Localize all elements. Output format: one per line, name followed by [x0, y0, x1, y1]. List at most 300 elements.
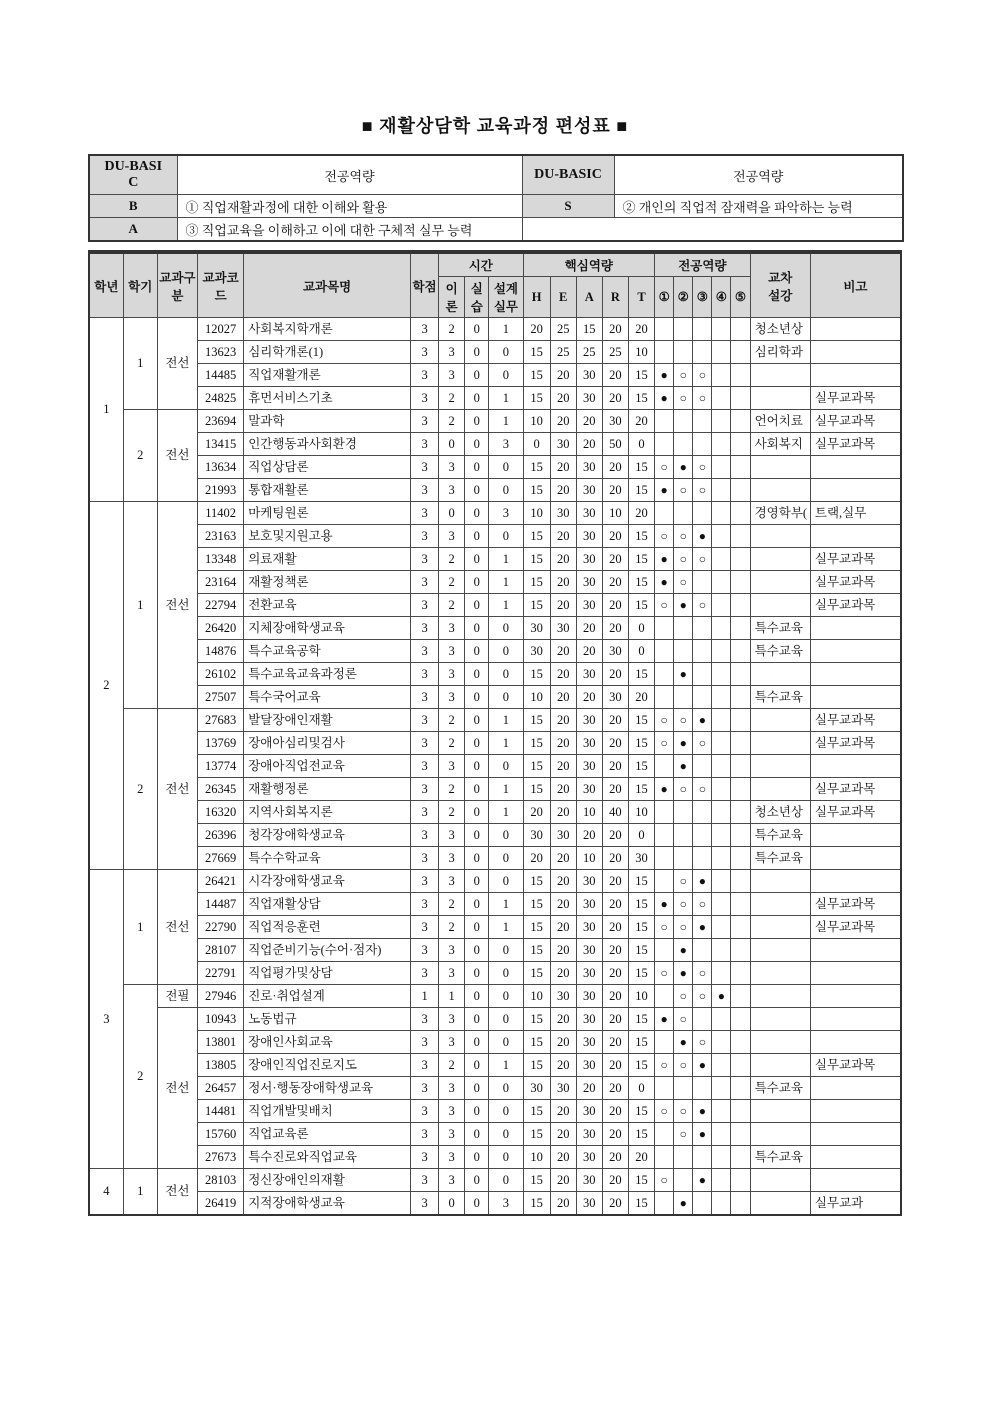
- cell-major-5: [731, 1123, 750, 1146]
- cell-core-e: 20: [550, 1146, 576, 1169]
- cell-credit: 3: [411, 663, 439, 686]
- cell-core-a: 30: [576, 916, 602, 939]
- cell-major-2: ○: [674, 985, 693, 1008]
- cell-major-3: ○: [693, 1031, 712, 1054]
- cell-major-3: [693, 939, 712, 962]
- cell-credit: 3: [411, 1008, 439, 1031]
- cell-note: 트랙,실무: [810, 502, 901, 525]
- cell-major-1: [655, 1146, 674, 1169]
- cell-cross-listing: [750, 525, 810, 548]
- cell-major-4: [712, 778, 731, 801]
- cell-major-2: [674, 1077, 693, 1100]
- cell-major-4: [712, 502, 731, 525]
- cell-core-t: 15: [628, 1054, 654, 1077]
- cell-major-2: ○: [674, 364, 693, 387]
- cell-hours-practice: 0: [465, 1054, 489, 1077]
- cell-core-t: 15: [628, 916, 654, 939]
- cell-major-1: [655, 1192, 674, 1216]
- cell-note: [810, 341, 901, 364]
- cell-course-name: 특수교육교육과정론: [244, 663, 411, 686]
- cell-cross-listing: [750, 364, 810, 387]
- cell-hours-practice: 0: [465, 640, 489, 663]
- header-a: A: [576, 277, 602, 318]
- cell-core-a: 30: [576, 778, 602, 801]
- cell-major-2: ●: [674, 962, 693, 985]
- cell-major-5: [731, 433, 750, 456]
- header-major-1: ①: [655, 277, 674, 318]
- cell-major-2: [674, 686, 693, 709]
- cell-major-2: ○: [674, 479, 693, 502]
- cell-core-h: 30: [523, 640, 550, 663]
- cell-major-5: [731, 1008, 750, 1031]
- cell-core-r: 20: [602, 387, 628, 410]
- cell-credit: 3: [411, 456, 439, 479]
- table-row: [89, 847, 901, 870]
- cell-major-3: ○: [693, 364, 712, 387]
- cell-hours-design: 1: [489, 594, 523, 617]
- cell-core-h: 15: [523, 939, 550, 962]
- cell-major-1: ○: [655, 962, 674, 985]
- cell-core-r: 20: [602, 1031, 628, 1054]
- cell-course-name: 직업준비기능(수어·점자): [244, 939, 411, 962]
- cell-major-4: [712, 571, 731, 594]
- cell-major-5: [731, 341, 750, 364]
- cell-core-e: 20: [550, 525, 576, 548]
- cell-course-code: 26419: [198, 1192, 244, 1216]
- cell-hours-practice: 0: [465, 1146, 489, 1169]
- cell-core-h: 10: [523, 410, 550, 433]
- cell-major-2: [674, 1169, 693, 1192]
- table-row: [89, 939, 901, 962]
- du-basic-row-a: [89, 218, 903, 242]
- cell-core-a: 30: [576, 1100, 602, 1123]
- table-row: [89, 341, 901, 364]
- table-row: [89, 594, 901, 617]
- cell-cross-listing: [750, 1169, 810, 1192]
- cell-credit: 3: [411, 801, 439, 824]
- cell-hours-practice: 0: [465, 755, 489, 778]
- cell-note: [810, 1008, 901, 1031]
- cell-credit: 1: [411, 985, 439, 1008]
- cell-course-name: 정신장애인의재활: [244, 1169, 411, 1192]
- cell-core-r: 20: [602, 893, 628, 916]
- curriculum-table-header: [89, 252, 901, 318]
- cell-hours-design: 0: [489, 1008, 523, 1031]
- table-row: [89, 1123, 901, 1146]
- cell-credit: 3: [411, 525, 439, 548]
- cell-course-name: 장애인직업진로지도: [244, 1054, 411, 1077]
- cell-core-r: 20: [602, 870, 628, 893]
- cell-major-5: [731, 1192, 750, 1216]
- header-r: R: [602, 277, 628, 318]
- cell-core-a: 20: [576, 824, 602, 847]
- cell-hours-design: 1: [489, 778, 523, 801]
- cell-major-3: [693, 755, 712, 778]
- cell-credit: 3: [411, 939, 439, 962]
- cell-hours-practice: 0: [465, 801, 489, 824]
- cell-hours-design: 1: [489, 893, 523, 916]
- cell-major-5: [731, 1100, 750, 1123]
- cell-major-5: [731, 1169, 750, 1192]
- cell-major-3: [693, 617, 712, 640]
- cell-core-t: 0: [628, 617, 654, 640]
- cell-major-4: [712, 1031, 731, 1054]
- cell-semester: 2: [123, 410, 157, 502]
- cell-hours-design: 0: [489, 456, 523, 479]
- cell-core-t: 20: [628, 1146, 654, 1169]
- cell-major-1: [655, 801, 674, 824]
- cell-hours-design: 1: [489, 1054, 523, 1077]
- cell-hours-theory: 3: [439, 525, 465, 548]
- cell-course-name: 지체장애학생교육: [244, 617, 411, 640]
- cell-course-name: 재활정책론: [244, 571, 411, 594]
- cell-major-2: ○: [674, 548, 693, 571]
- cell-major-3: [693, 847, 712, 870]
- cell-hours-theory: 3: [439, 1123, 465, 1146]
- cell-core-t: 20: [628, 686, 654, 709]
- table-row: [89, 870, 901, 893]
- cell-semester: 2: [123, 709, 157, 870]
- cell-core-t: 0: [628, 1077, 654, 1100]
- header-theory: 이론: [439, 277, 465, 318]
- cell-core-e: 20: [550, 640, 576, 663]
- cell-note: [810, 870, 901, 893]
- table-row: [89, 801, 901, 824]
- cell-core-e: 20: [550, 479, 576, 502]
- cell-course-name: 시각장애학생교육: [244, 870, 411, 893]
- cell-major-4: [712, 479, 731, 502]
- cell-core-e: 25: [550, 318, 576, 341]
- table-row: [89, 1054, 901, 1077]
- cell-note: [810, 962, 901, 985]
- cell-course-name: 직업재활개론: [244, 364, 411, 387]
- cell-core-a: 25: [576, 341, 602, 364]
- cell-note: [810, 364, 901, 387]
- cell-hours-theory: 3: [439, 640, 465, 663]
- cell-course-name: 직업교육론: [244, 1123, 411, 1146]
- cell-core-t: 15: [628, 893, 654, 916]
- cell-hours-theory: 3: [439, 1169, 465, 1192]
- cell-core-r: 20: [602, 456, 628, 479]
- cell-major-1: ○: [655, 1100, 674, 1123]
- cell-hours-design: 0: [489, 1169, 523, 1192]
- cell-major-3: ○: [693, 479, 712, 502]
- cell-core-a: 30: [576, 1123, 602, 1146]
- cell-hours-practice: 0: [465, 548, 489, 571]
- cell-hours-practice: 0: [465, 939, 489, 962]
- cell-core-a: 20: [576, 1077, 602, 1100]
- cell-core-r: 20: [602, 571, 628, 594]
- cell-core-t: 0: [628, 433, 654, 456]
- cell-hours-theory: 2: [439, 916, 465, 939]
- cell-major-1: [655, 755, 674, 778]
- cell-core-h: 10: [523, 502, 550, 525]
- cell-course-name: 특수진로와직업교육: [244, 1146, 411, 1169]
- cell-hours-theory: 2: [439, 410, 465, 433]
- cell-core-e: 25: [550, 341, 576, 364]
- header-credit: 학점: [411, 252, 439, 318]
- cell-major-1: ●: [655, 548, 674, 571]
- cell-note: 실무교과목: [810, 433, 901, 456]
- cell-major-1: ●: [655, 1008, 674, 1031]
- cell-course-name: 인간행동과사회환경: [244, 433, 411, 456]
- header-category: 교과구분: [157, 252, 197, 318]
- cell-course-code: 21993: [198, 479, 244, 502]
- cell-core-h: 15: [523, 778, 550, 801]
- cell-hours-theory: 3: [439, 824, 465, 847]
- cell-course-code: 14487: [198, 893, 244, 916]
- header-note: 비고: [810, 252, 901, 318]
- cell-hours-theory: 3: [439, 663, 465, 686]
- cell-cross-listing: [750, 1123, 810, 1146]
- cell-major-3: ○: [693, 594, 712, 617]
- cell-core-t: 15: [628, 870, 654, 893]
- cell-semester: 1: [123, 318, 157, 410]
- cell-major-4: [712, 801, 731, 824]
- cell-credit: 3: [411, 847, 439, 870]
- cell-core-e: 20: [550, 1192, 576, 1216]
- cell-major-1: [655, 686, 674, 709]
- cell-hours-practice: 0: [465, 594, 489, 617]
- cell-major-2: [674, 640, 693, 663]
- cell-credit: 3: [411, 893, 439, 916]
- cell-core-h: 30: [523, 824, 550, 847]
- cell-category: 전선: [157, 709, 197, 870]
- cell-course-code: 22791: [198, 962, 244, 985]
- cell-core-h: 15: [523, 1169, 550, 1192]
- table-row: [89, 824, 901, 847]
- cell-hours-design: 1: [489, 318, 523, 341]
- cell-credit: 3: [411, 1054, 439, 1077]
- cell-core-h: 15: [523, 571, 550, 594]
- cell-cross-listing: 사회복지: [750, 433, 810, 456]
- cell-course-name: 말과학: [244, 410, 411, 433]
- cell-note: [810, 663, 901, 686]
- cell-hours-practice: 0: [465, 617, 489, 640]
- cell-cross-listing: [750, 870, 810, 893]
- cell-core-a: 20: [576, 410, 602, 433]
- cell-core-t: 10: [628, 341, 654, 364]
- cell-core-r: 20: [602, 548, 628, 571]
- cell-hours-theory: 3: [439, 755, 465, 778]
- cell-credit: 3: [411, 364, 439, 387]
- cell-course-name: 통합재활론: [244, 479, 411, 502]
- cell-major-4: ●: [712, 985, 731, 1008]
- course-table-body: [89, 318, 901, 1216]
- cell-core-t: 20: [628, 318, 654, 341]
- cell-major-5: [731, 778, 750, 801]
- cell-core-h: 15: [523, 893, 550, 916]
- cell-major-2: ○: [674, 1100, 693, 1123]
- cell-major-4: [712, 548, 731, 571]
- cell-credit: 3: [411, 732, 439, 755]
- header-practice: 실습: [465, 277, 489, 318]
- cell-course-name: 직업평가및상담: [244, 962, 411, 985]
- cell-category: 전선: [157, 1169, 197, 1216]
- cell-note: [810, 318, 901, 341]
- cell-credit: 3: [411, 755, 439, 778]
- cell-major-2: ○: [674, 1008, 693, 1031]
- cell-core-e: 20: [550, 548, 576, 571]
- cell-hours-design: 0: [489, 1100, 523, 1123]
- cell-cross-listing: 특수교육: [750, 617, 810, 640]
- table-row: [89, 1031, 901, 1054]
- competency-desc-1: ① 직업재활과정에 대한 이해와 활용: [177, 195, 522, 218]
- cell-cross-listing: 특수교육: [750, 824, 810, 847]
- cell-core-a: 15: [576, 318, 602, 341]
- cell-course-code: 16320: [198, 801, 244, 824]
- cell-core-h: 15: [523, 732, 550, 755]
- cell-major-3: ○: [693, 732, 712, 755]
- cell-note: 실무교과목: [810, 893, 901, 916]
- cell-note: [810, 1146, 901, 1169]
- cell-course-code: 14481: [198, 1100, 244, 1123]
- cell-major-2: ●: [674, 755, 693, 778]
- cell-core-a: 30: [576, 456, 602, 479]
- cell-major-1: [655, 341, 674, 364]
- table-row: [89, 1169, 901, 1192]
- cell-major-4: [712, 456, 731, 479]
- cell-core-t: 0: [628, 824, 654, 847]
- cell-core-a: 30: [576, 755, 602, 778]
- cell-year: 2: [89, 502, 123, 870]
- cell-major-1: ●: [655, 893, 674, 916]
- cell-core-r: 20: [602, 755, 628, 778]
- cell-core-t: 15: [628, 709, 654, 732]
- cell-hours-practice: 0: [465, 525, 489, 548]
- cell-credit: 3: [411, 962, 439, 985]
- cell-course-code: 13801: [198, 1031, 244, 1054]
- document-content: [88, 112, 902, 1216]
- cell-cross-listing: [750, 1054, 810, 1077]
- cell-core-t: 20: [628, 502, 654, 525]
- cell-hours-theory: 2: [439, 709, 465, 732]
- cell-course-name: 마케팅원론: [244, 502, 411, 525]
- header-year: 학년: [89, 252, 123, 318]
- cell-credit: 3: [411, 1077, 439, 1100]
- page-title: ■ 재활상담학 교육과정 편성표 ■: [361, 116, 629, 136]
- cell-hours-theory: 2: [439, 571, 465, 594]
- cell-hours-practice: 0: [465, 341, 489, 364]
- cell-core-t: 15: [628, 755, 654, 778]
- cell-major-2: ●: [674, 1031, 693, 1054]
- cell-core-h: 15: [523, 709, 550, 732]
- cell-major-5: [731, 387, 750, 410]
- cell-core-a: 30: [576, 1146, 602, 1169]
- cell-core-r: 20: [602, 594, 628, 617]
- cell-hours-design: 1: [489, 387, 523, 410]
- cell-major-4: [712, 1008, 731, 1031]
- cell-cross-listing: [750, 939, 810, 962]
- header-semester: 학기: [123, 252, 157, 318]
- cell-hours-theory: 0: [439, 1192, 465, 1216]
- cell-course-code: 13415: [198, 433, 244, 456]
- cell-major-5: [731, 1054, 750, 1077]
- cell-core-t: 15: [628, 387, 654, 410]
- cell-hours-theory: 3: [439, 1008, 465, 1031]
- cell-note: 실무교과목: [810, 548, 901, 571]
- cell-hours-theory: 2: [439, 318, 465, 341]
- cell-note: [810, 525, 901, 548]
- cell-course-code: 27507: [198, 686, 244, 709]
- cell-cross-listing: [750, 663, 810, 686]
- cell-cross-listing: [750, 893, 810, 916]
- table-row: [89, 1008, 901, 1031]
- cell-major-5: [731, 870, 750, 893]
- cell-course-name: 전환교육: [244, 594, 411, 617]
- cell-core-h: 30: [523, 1077, 550, 1100]
- cell-credit: 3: [411, 1169, 439, 1192]
- cell-course-code: 26102: [198, 663, 244, 686]
- cell-core-t: 15: [628, 778, 654, 801]
- cell-core-h: 15: [523, 870, 550, 893]
- cell-major-3: [693, 433, 712, 456]
- cell-credit: 3: [411, 594, 439, 617]
- cell-core-e: 20: [550, 364, 576, 387]
- cell-major-1: ○: [655, 594, 674, 617]
- du-basic-key-s: S: [522, 195, 614, 218]
- cell-hours-theory: 3: [439, 939, 465, 962]
- cell-note: [810, 755, 901, 778]
- cell-major-1: ●: [655, 387, 674, 410]
- cell-major-5: [731, 732, 750, 755]
- table-row: [89, 318, 901, 341]
- cell-hours-theory: 2: [439, 732, 465, 755]
- cell-major-4: [712, 318, 731, 341]
- cell-hours-design: 3: [489, 433, 523, 456]
- table-row: [89, 893, 901, 916]
- cell-major-2: [674, 433, 693, 456]
- cell-major-3: ○: [693, 387, 712, 410]
- cell-major-2: ●: [674, 456, 693, 479]
- cell-course-name: 진로·취업설계: [244, 985, 411, 1008]
- table-row: [89, 686, 901, 709]
- cell-credit: 3: [411, 548, 439, 571]
- cell-hours-practice: 0: [465, 1077, 489, 1100]
- cell-core-a: 30: [576, 525, 602, 548]
- cell-core-t: 15: [628, 456, 654, 479]
- cell-hours-theory: 3: [439, 847, 465, 870]
- cell-cross-listing: [750, 1008, 810, 1031]
- table-row: [89, 433, 901, 456]
- cell-major-2: [674, 824, 693, 847]
- cell-hours-theory: 2: [439, 548, 465, 571]
- cell-core-t: 10: [628, 801, 654, 824]
- cell-core-t: 15: [628, 732, 654, 755]
- cell-major-1: ○: [655, 709, 674, 732]
- cell-course-name: 직업재활상담: [244, 893, 411, 916]
- cell-hours-practice: 0: [465, 962, 489, 985]
- cell-credit: 3: [411, 318, 439, 341]
- cell-major-5: [731, 1077, 750, 1100]
- cell-core-r: 20: [602, 364, 628, 387]
- cell-major-3: ○: [693, 548, 712, 571]
- cell-category: 전선: [157, 410, 197, 502]
- cell-core-a: 30: [576, 1054, 602, 1077]
- cell-credit: 3: [411, 433, 439, 456]
- cell-course-code: 13348: [198, 548, 244, 571]
- cell-hours-practice: 0: [465, 870, 489, 893]
- cell-category: 전필: [157, 985, 197, 1008]
- cell-major-1: [655, 870, 674, 893]
- cell-major-2: ●: [674, 594, 693, 617]
- cell-hours-theory: 2: [439, 893, 465, 916]
- cell-major-1: ●: [655, 778, 674, 801]
- cell-major-3: [693, 1146, 712, 1169]
- cell-hours-practice: 0: [465, 847, 489, 870]
- cell-major-1: [655, 663, 674, 686]
- cell-semester: 1: [123, 870, 157, 985]
